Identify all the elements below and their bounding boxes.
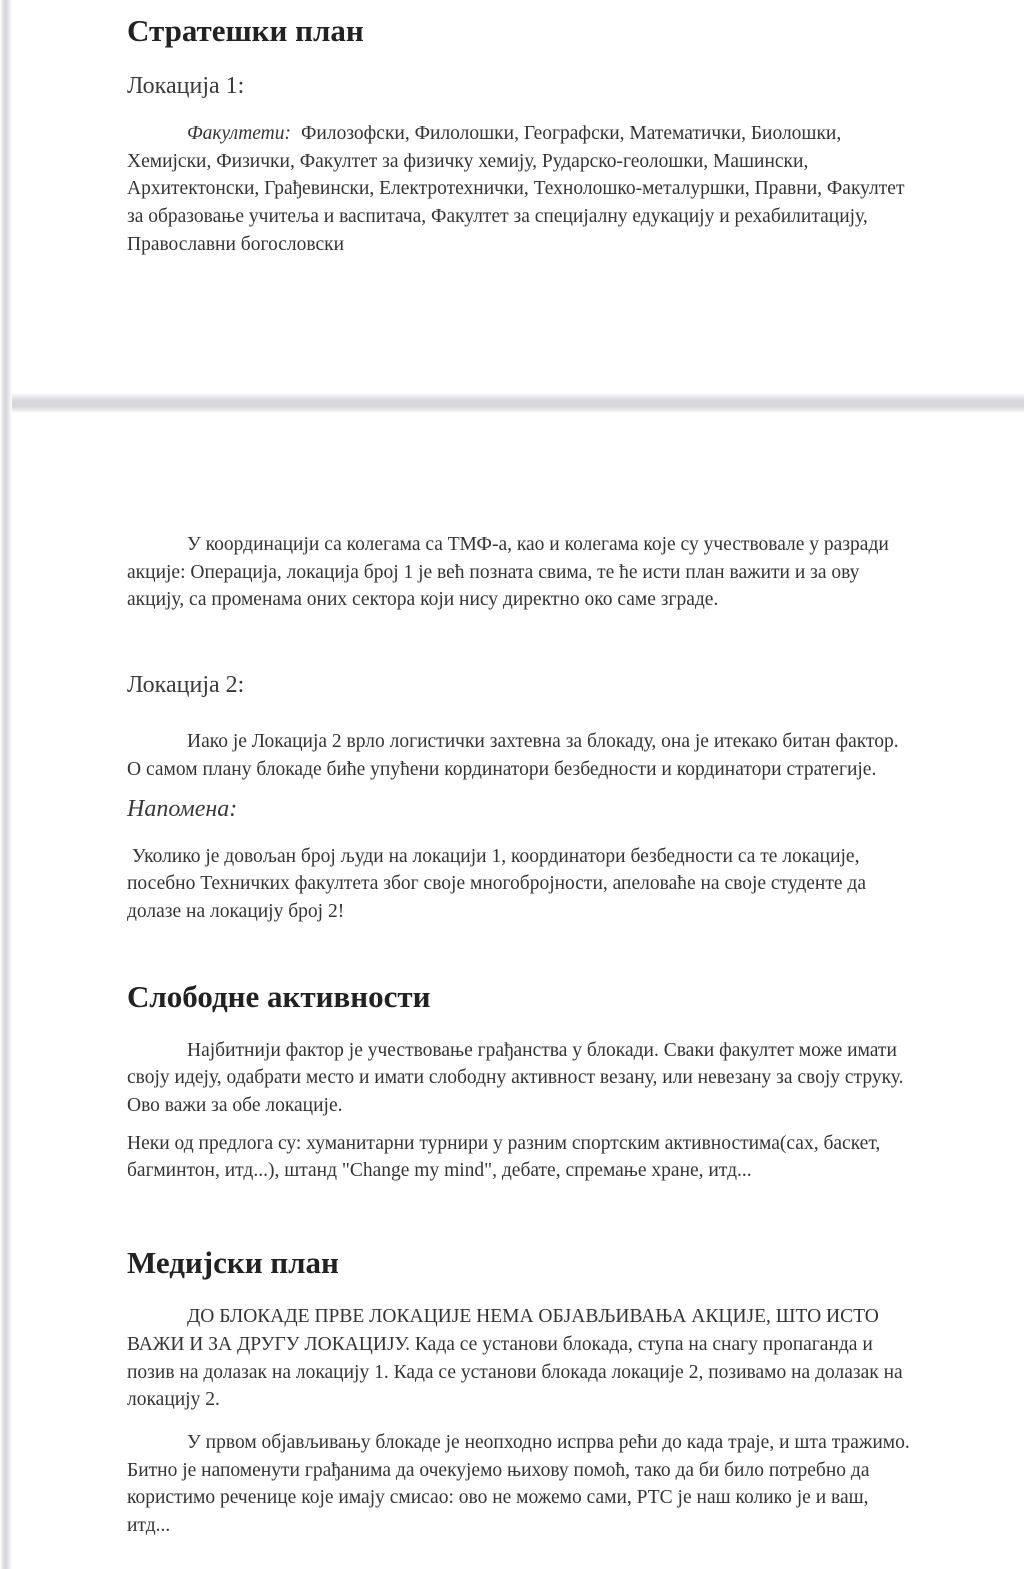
coordination-paragraph: У координацији са колегама са ТМФ-а, као и колегама које су учествовале у разради акције: Операција, локација број 1 је већ позната свима, те ће исти план важити и за ову акцију, са променама оних сектора који нису директно око саме зграде. <box>127 534 889 611</box>
document-page-1 <box>9 0 1024 393</box>
media-plan-rest-text: Када се установи блокада, ступа на снагу пропаганда и позив на долазак на локацију 1. Када се установи блокада локације 2, позивамо на долазак на локацију 2. <box>127 1333 903 1411</box>
first-announcement-paragraph: У првом објављивању блокаде је неопходно испрва рећи до када траје, и шта тражимо. Битно је напоменути грађанима да очекујемо њихову помоћ, тако да би било потребно да користимо реченице које имају смисао: ово не можемо сами, РТС је наш колико је и ваш, итд... <box>127 1431 910 1537</box>
page-break-gap <box>0 393 1024 413</box>
document-title: Стратешки план <box>127 13 364 48</box>
media-plan-heading: Медијски план <box>127 1245 339 1281</box>
faculties-list: Филозофски, Филолошки, Географски, Математички, Биолошки, Хемијски, Физички, Факултет за физичку хемију, Рударско-геолошки, Машински, Архитектонски, Грађевински, Електротехнички, Технолошко-металуршки, Правни, Факултет за образовање учитеља и васпитача, Факултет за специјалну едукацију и рехабилитацију, Православни богословски <box>127 123 905 255</box>
document-page-2 <box>9 413 1024 1569</box>
location-2-paragraph: Иако је Локација 2 врло логистички захтевна за блокаду, она је итекако битан фактор. О самом плану блокаде биће упућени кординатори безбедности и кординатори стратегије. <box>127 731 899 780</box>
location-1-heading: Локација 1: <box>127 73 245 99</box>
suggestions-paragraph: Неки од предлога су: хуманитарни турнири у разним спортским активностима(сах, баскет, багминтон, итд...), штанд "Change my mind", дебате, спремање хране, итд... <box>127 1132 881 1182</box>
note-paragraph: Уколико је довољан број људи на локацији 1, координатори безбедности са те локације, посебно Техничких факултета због своје многобројности, апеловаће на своје студенте да долазе на локацију број 2! <box>127 845 866 922</box>
free-activities-heading: Слободне активности <box>127 978 431 1014</box>
page-left-edge <box>0 0 12 1569</box>
location-2-heading: Локација 2: <box>127 672 245 699</box>
page-1-content <box>127 0 913 259</box>
faculties-paragraph <box>127 120 913 259</box>
page-2-content <box>127 413 913 1540</box>
faculties-label: Факултети: <box>187 123 291 144</box>
note-heading: Напомена: <box>127 795 238 822</box>
media-plan-caps-text: ДО БЛОКАДЕ ПРВЕ ЛОКАЦИЈЕ НЕМА ОБЈАВЉИВАЊА АКЦИЈЕ, ШТО ИСТО ВАЖИ И ЗА ДРУГУ ЛОКАЦИЈУ. <box>127 1306 879 1355</box>
media-plan-paragraph <box>127 1303 913 1414</box>
participation-paragraph: Најбитнији фактор је учествовање грађанства у блокади. Сваки факултет може имати своју идеју, одабрати место и имати слободну активност везану, или невезану за своју струку. Ово важи за обе локације. <box>127 1039 904 1117</box>
